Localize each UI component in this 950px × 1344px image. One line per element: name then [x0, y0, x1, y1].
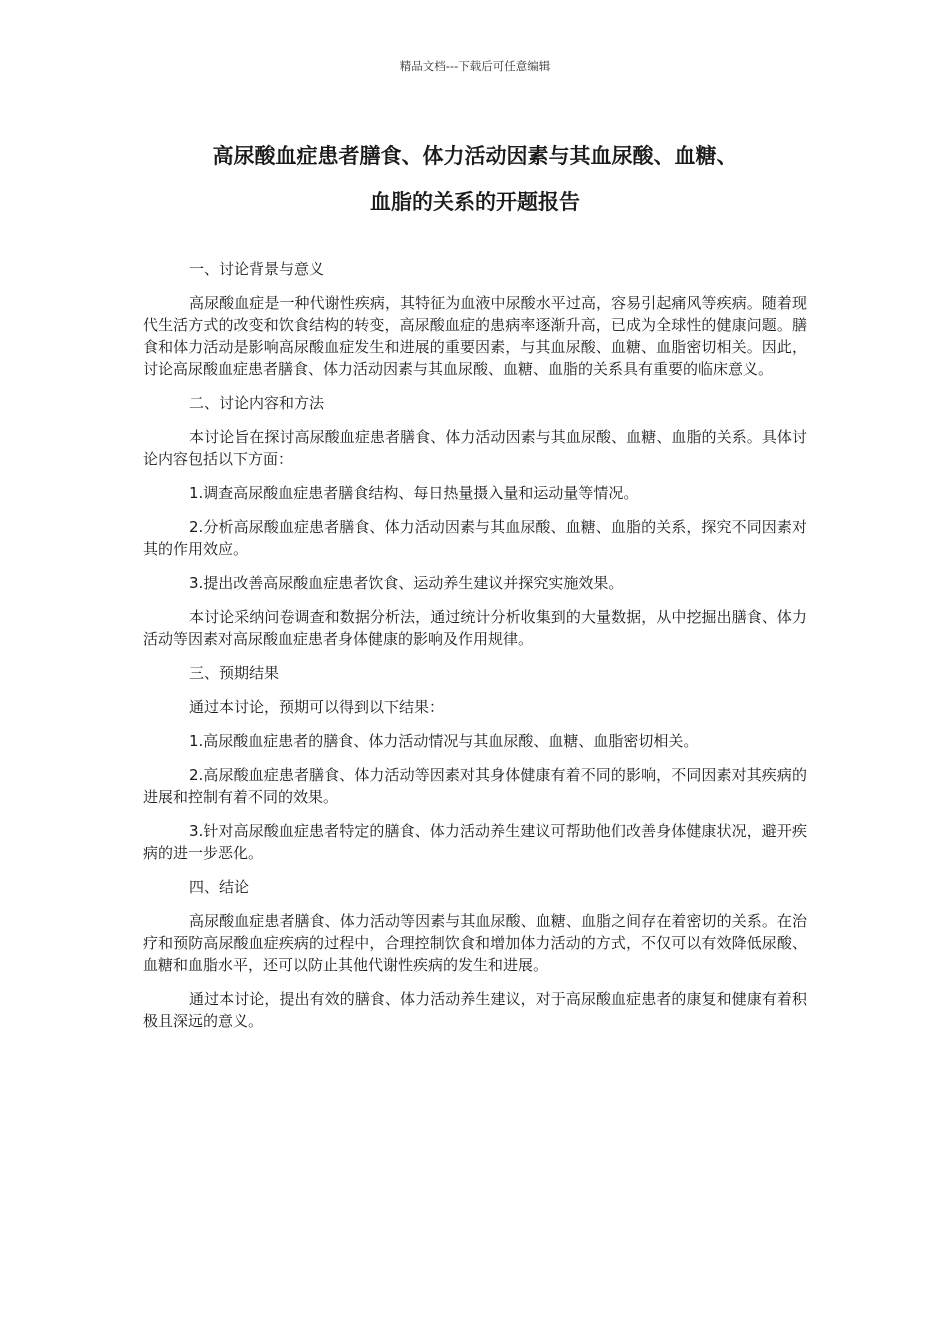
list-item: 3.针对高尿酸血症患者特定的膳食、体力活动养生建议可帮助他们改善身体健康状况，避开疾病的进一步恶化。: [143, 822, 807, 862]
list-item: 1.高尿酸血症患者的膳食、体力活动情况与其血尿酸、血糖、血脂密切相关。: [189, 732, 699, 750]
paragraph: 本讨论采纳问卷调查和数据分析法，通过统计分析收集到的大量数据，从中挖掘出膳食、体力活动等因素对高尿酸血症患者身体健康的影响及作用规律。: [143, 608, 807, 648]
section-heading-conclusion: 四、结论: [189, 878, 250, 896]
list-item: 2.高尿酸血症患者膳食、体力活动等因素对其身体健康有着不同的影响，不同因素对其疾病的进展和控制有着不同的效果。: [143, 766, 807, 806]
title-line-2: 血脂的关系的开题报告: [370, 190, 580, 214]
section-heading-expected-results: 三、预期结果: [189, 664, 280, 682]
paragraph: 高尿酸血症是一种代谢性疾病，其特征为血液中尿酸水平过高，容易引起痛风等疾病。随着现代生活方式的改变和饮食结构的转变，高尿酸血症的患病率逐渐升高，已成为全球性的健康问题。膳食和体力活动是影响高尿酸血症发生和进展的重要因素，与其血尿酸、血糖、血脂密切相关。因此，讨论高尿酸血症患者膳食、体力活动因素与其血尿酸、血糖、血脂的关系具有重要的临床意义。: [143, 294, 807, 378]
paragraph: 高尿酸血症患者膳食、体力活动等因素与其血尿酸、血糖、血脂之间存在着密切的关系。在治疗和预防高尿酸血症疾病的过程中，合理控制饮食和增加体力活动的方式，不仅可以有效降低尿酸、血糖和血脂水平，还可以防止其他代谢性疾病的发生和进展。: [143, 912, 807, 974]
list-item: 2.分析高尿酸血症患者膳食、体力活动因素与其血尿酸、血糖、血脂的关系，探究不同因素对其的作用效应。: [143, 518, 807, 558]
document-title: [140, 133, 810, 225]
list-item: 3.提出改善高尿酸血症患者饮食、运动养生建议并探究实施效果。: [189, 574, 624, 592]
section-heading-methods: 二、讨论内容和方法: [189, 394, 325, 412]
title-line-1: 高尿酸血症患者膳食、体力活动因素与其血尿酸、血糖、: [212, 144, 738, 168]
section-heading-background: 一、讨论背景与意义: [189, 260, 325, 278]
paragraph: 本讨论旨在探讨高尿酸血症患者膳食、体力活动因素与其血尿酸、血糖、血脂的关系。具体讨论内容包括以下方面：: [143, 428, 807, 468]
paragraph: 通过本讨论，提出有效的膳食、体力活动养生建议，对于高尿酸血症患者的康复和健康有着积极且深远的意义。: [143, 990, 807, 1030]
paragraph: 通过本讨论，预期可以得到以下结果：: [189, 698, 445, 716]
list-item: 1.调查高尿酸血症患者膳食结构、每日热量摄入量和运动量等情况。: [189, 484, 639, 502]
header-note: 精品文档---下载后可任意编辑: [399, 59, 551, 73]
document-body: [143, 258, 807, 1044]
